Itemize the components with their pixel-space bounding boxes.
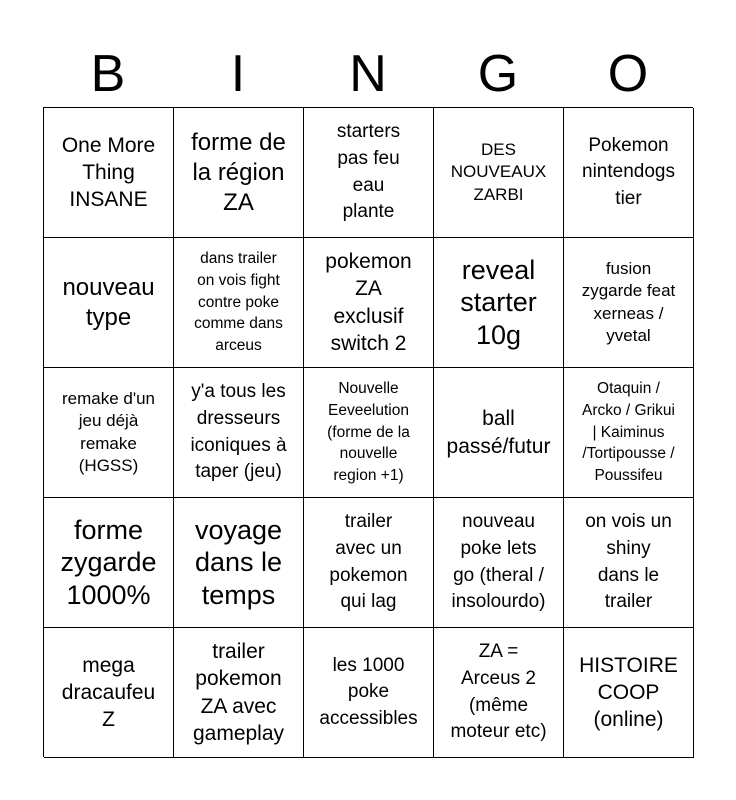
bingo-cell[interactable]: DES NOUVEAUX ZARBI xyxy=(434,108,564,238)
header-letter-n: N xyxy=(349,45,387,103)
bingo-cell[interactable]: nouveau poke lets go (theral / insolourdo) xyxy=(434,498,564,628)
bingo-cell[interactable]: dans trailer on vois fight contre poke comme dans arceus xyxy=(174,238,304,368)
header-letter-b: B xyxy=(90,45,126,103)
bingo-cell[interactable]: remake d'un jeu déjà remake (HGSS) xyxy=(44,368,174,498)
bingo-cell[interactable]: on vois un shiny dans le trailer xyxy=(564,498,694,628)
bingo-cell[interactable]: forme zygarde 1000% xyxy=(44,498,174,628)
bingo-cell[interactable]: fusion zygarde feat xerneas / yvetal xyxy=(564,238,694,368)
bingo-cell[interactable]: nouveau type xyxy=(44,238,174,368)
header-letter-o: O xyxy=(607,45,649,103)
header-letter-g: G xyxy=(477,45,519,103)
header-letter-i: I xyxy=(230,45,246,103)
bingo-board xyxy=(43,107,693,757)
bingo-cell[interactable]: trailer pokemon ZA avec gameplay xyxy=(174,628,304,758)
bingo-cell[interactable]: ZA = Arceus 2 (même moteur etc) xyxy=(434,628,564,758)
bingo-cell[interactable]: ball passé/futur xyxy=(434,368,564,498)
bingo-cell[interactable]: One More Thing INSANE xyxy=(44,108,174,238)
bingo-cell[interactable]: Nouvelle Eeveelution (forme de la nouvelle region +1) xyxy=(304,368,434,498)
bingo-cell[interactable]: voyage dans le temps xyxy=(174,498,304,628)
bingo-cell[interactable]: trailer avec un pokemon qui lag xyxy=(304,498,434,628)
bingo-cell[interactable]: Otaquin / Arcko / Grikui | Kaiminus /Tortipousse / Poussifeu xyxy=(564,368,694,498)
bingo-cell[interactable]: les 1000 poke accessibles xyxy=(304,628,434,758)
bingo-cell[interactable]: mega dracaufeu Z xyxy=(44,628,174,758)
bingo-cell[interactable]: HISTOIRE COOP (online) xyxy=(564,628,694,758)
bingo-cell[interactable]: pokemon ZA exclusif switch 2 xyxy=(304,238,434,368)
bingo-cell[interactable]: forme de la région ZA xyxy=(174,108,304,238)
bingo-cell[interactable]: Pokemon nintendogs tier xyxy=(564,108,694,238)
bingo-header xyxy=(43,42,693,106)
bingo-cell[interactable]: y'a tous les dresseurs iconiques à taper (jeu) xyxy=(174,368,304,498)
bingo-cell[interactable]: starters pas feu eau plante xyxy=(304,108,434,238)
bingo-cell[interactable]: reveal starter 10g xyxy=(434,238,564,368)
